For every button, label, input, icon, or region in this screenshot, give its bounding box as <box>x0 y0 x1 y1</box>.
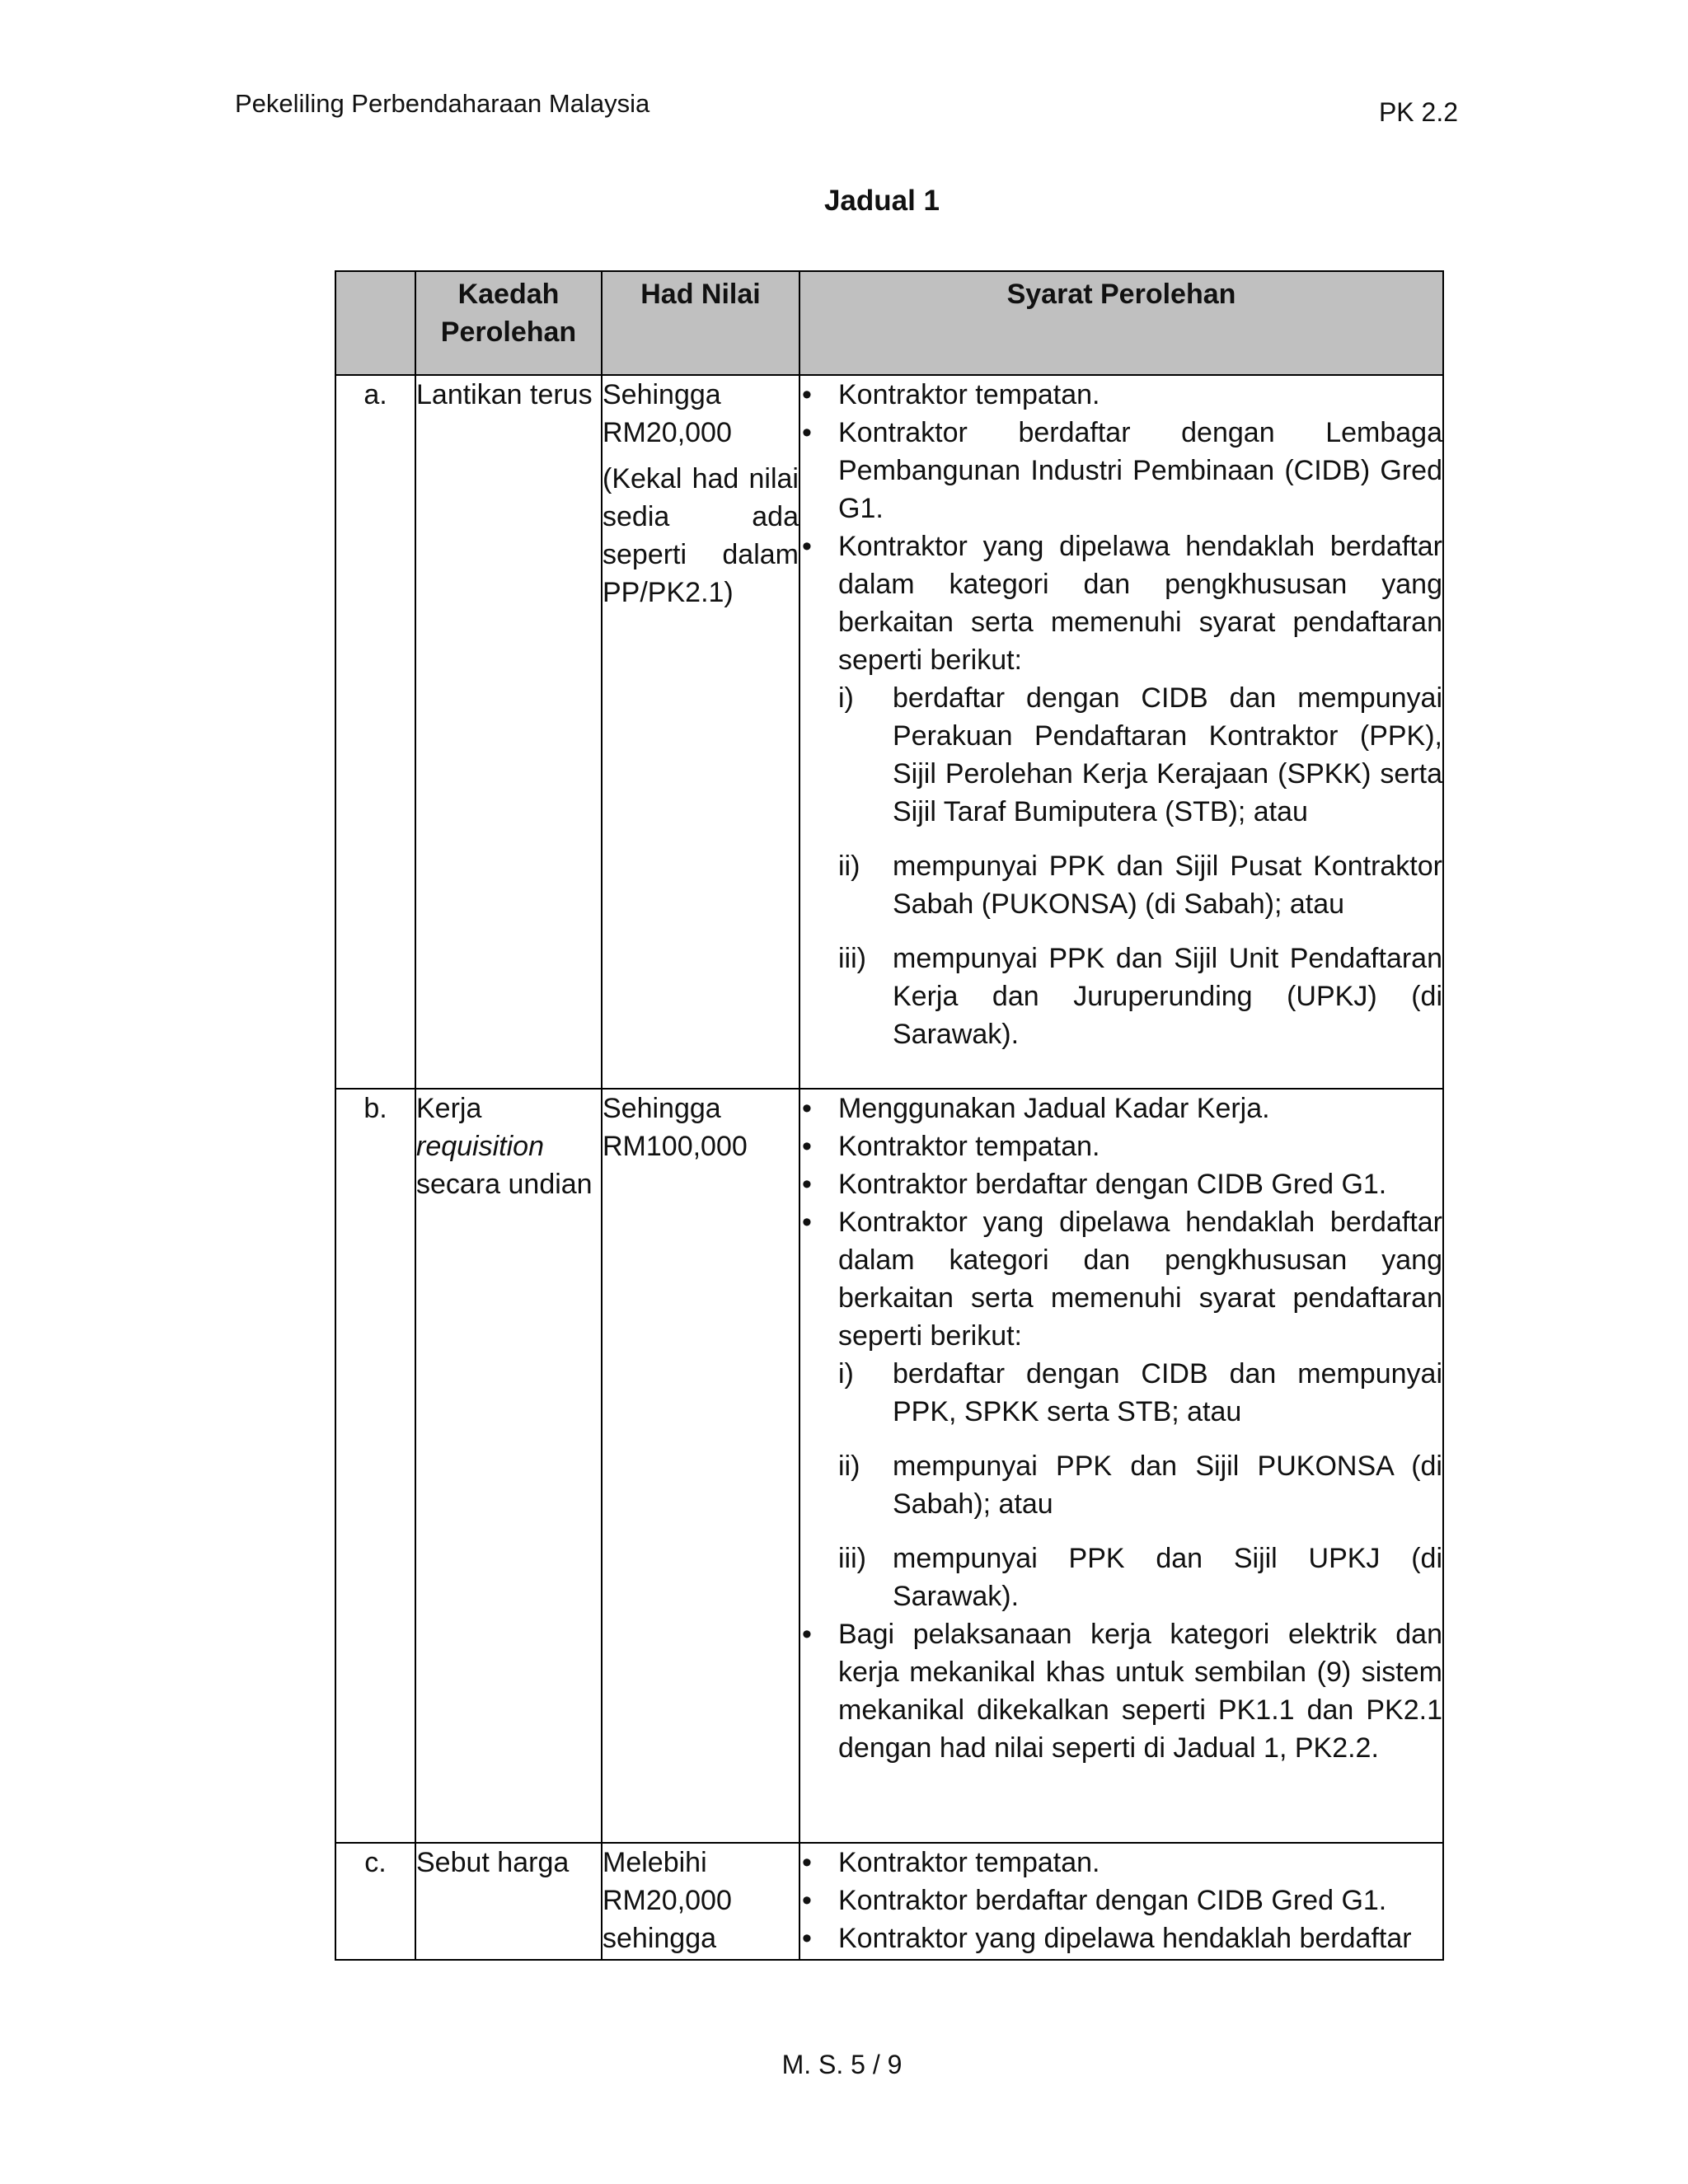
list-item: • Kontraktor tempatan. <box>800 1844 1442 1882</box>
sub-conditions-list <box>838 1355 1442 1615</box>
conditions-cell <box>799 1843 1443 1960</box>
conditions-cell <box>799 375 1443 1089</box>
row-label: b. <box>335 1089 415 1843</box>
value-limit-cell <box>602 375 799 1089</box>
bullet-icon: • <box>802 1207 812 1238</box>
conditions-cell <box>799 1089 1443 1843</box>
bullet-icon: • <box>802 1131 812 1162</box>
sub-list-item: i) berdaftar dengan CIDB dan mempunyai PPK, SPKK serta STB; atau <box>838 1358 1442 1427</box>
bullet-icon: • <box>802 379 812 410</box>
value-limit: Sehingga RM100,000 <box>602 1089 799 1843</box>
list-item: • Kontraktor berdaftar dengan Lembaga Pembangunan Industri Pembinaan (CIDB) Gred G1. <box>800 414 1442 527</box>
value-limit: Sehingga RM20,000 <box>603 379 732 448</box>
value-limit: Melebihi RM20,000 sehingga <box>602 1843 799 1960</box>
table-row <box>335 375 1443 1089</box>
conditions-list <box>800 1844 1442 1957</box>
sub-list-item: iii) mempunyai PPK dan Sijil UPKJ (di Sarawak). <box>838 1543 1442 1612</box>
sub-list-item: iii) mempunyai PPK dan Sijil Unit Pendaftaran Kerja dan Juruperunding (UPKJ) (di Sarawak). <box>838 943 1442 1050</box>
table-title: Jadual 1 <box>823 185 940 217</box>
bullet-icon: • <box>802 1885 812 1916</box>
list-item: • Kontraktor yang dipelawa hendaklah berdaftar dalam kategori dan pengkhususan yang berkaitan serta memenuhi syarat pendaftaran seperti berikut: i) berdaftar dengan CIDB dan mempunyai PPK, SPKK serta STB; atau ii) mempunyai PPK dan Sijil PUKONSA (di Sabah); atau iii) mempunyai PPK dan Sijil UPKJ (di Sarawak). <box>800 1203 1442 1615</box>
column-header-limit: Had Nilai <box>602 271 799 375</box>
list-item: • Kontraktor tempatan. <box>800 376 1442 414</box>
bullet-icon: • <box>802 1923 812 1954</box>
sub-list-item: ii) mempunyai PPK dan Sijil Pusat Kontraktor Sabah (PUKONSA) (di Sabah); atau <box>838 851 1442 920</box>
list-item: • Kontraktor berdaftar dengan CIDB Gred G1. <box>800 1165 1442 1203</box>
conditions-list <box>800 1090 1442 1767</box>
bullet-icon: • <box>802 531 812 562</box>
column-header-index <box>335 271 415 375</box>
page-number: M. S. 5 / 9 <box>781 2050 903 2079</box>
list-item: • Kontraktor tempatan. <box>800 1127 1442 1165</box>
list-item: • Menggunakan Jadual Kadar Kerja. <box>800 1090 1442 1127</box>
procurement-method: Kerja requisition secara undian <box>415 1089 602 1843</box>
bullet-icon: • <box>802 1093 812 1124</box>
header-document-title: Pekeliling Perbendaharaan Malaysia <box>235 89 650 118</box>
bullet-icon: • <box>802 1619 812 1650</box>
sub-conditions-list <box>838 679 1442 1053</box>
row-label: a. <box>335 375 415 1089</box>
conditions-list <box>800 376 1442 1053</box>
sub-list-item: i) berdaftar dengan CIDB dan mempunyai Perakuan Pendaftaran Kontraktor (PPK), Sijil Perolehan Kerja Kerajaan (SPKK) serta Sijil Taraf Bumiputera (STB); atau <box>838 682 1442 827</box>
header-document-code: PK 2.2 <box>1378 97 1458 127</box>
table-row <box>335 1843 1443 1960</box>
table-header-row <box>335 271 1443 375</box>
list-item: • Bagi pelaksanaan kerja kategori elektrik dan kerja mekanikal khas untuk sembilan (9) sistem mekanikal dikekalkan seperti PK1.1 dan PK2.1 dengan had nilai seperti di Jadual 1, PK2.2. <box>800 1615 1442 1767</box>
list-item: • Kontraktor berdaftar dengan CIDB Gred G1. <box>800 1882 1442 1919</box>
sub-list-item: ii) mempunyai PPK dan Sijil PUKONSA (di Sabah); atau <box>838 1451 1442 1520</box>
procurement-method: Lantikan terus <box>415 375 602 1089</box>
table-row <box>335 1089 1443 1843</box>
list-item: • Kontraktor yang dipelawa hendaklah berdaftar <box>800 1919 1442 1957</box>
value-limit-note: (Kekal had nilai sedia ada seperti dalam PP/PK2.1) <box>603 463 799 608</box>
bullet-icon: • <box>802 1847 812 1878</box>
row-label: c. <box>335 1843 415 1960</box>
column-header-conditions: Syarat Perolehan <box>799 271 1443 375</box>
procurement-table <box>335 270 1444 1961</box>
procurement-method: Sebut harga <box>415 1843 602 1960</box>
bullet-icon: • <box>802 417 812 448</box>
column-header-method: Kaedah Perolehan <box>415 271 602 375</box>
bullet-icon: • <box>802 1169 812 1200</box>
list-item: • Kontraktor yang dipelawa hendaklah berdaftar dalam kategori dan pengkhususan yang berkaitan serta memenuhi syarat pendaftaran seperti berikut: i) berdaftar dengan CIDB dan mempunyai Perakuan Pendaftaran Kontraktor (PPK), Sijil Perolehan Kerja Kerajaan (SPKK) serta Sijil Taraf Bumiputera (STB); atau ii) mempunyai PPK dan Sijil Pusat Kontraktor Sabah (PUKONSA) (di Sabah); atau iii) mempunyai PPK dan Sijil Unit Pendaftaran Kerja dan Juruperunding (UPKJ) (di Sarawak). <box>800 527 1442 1053</box>
